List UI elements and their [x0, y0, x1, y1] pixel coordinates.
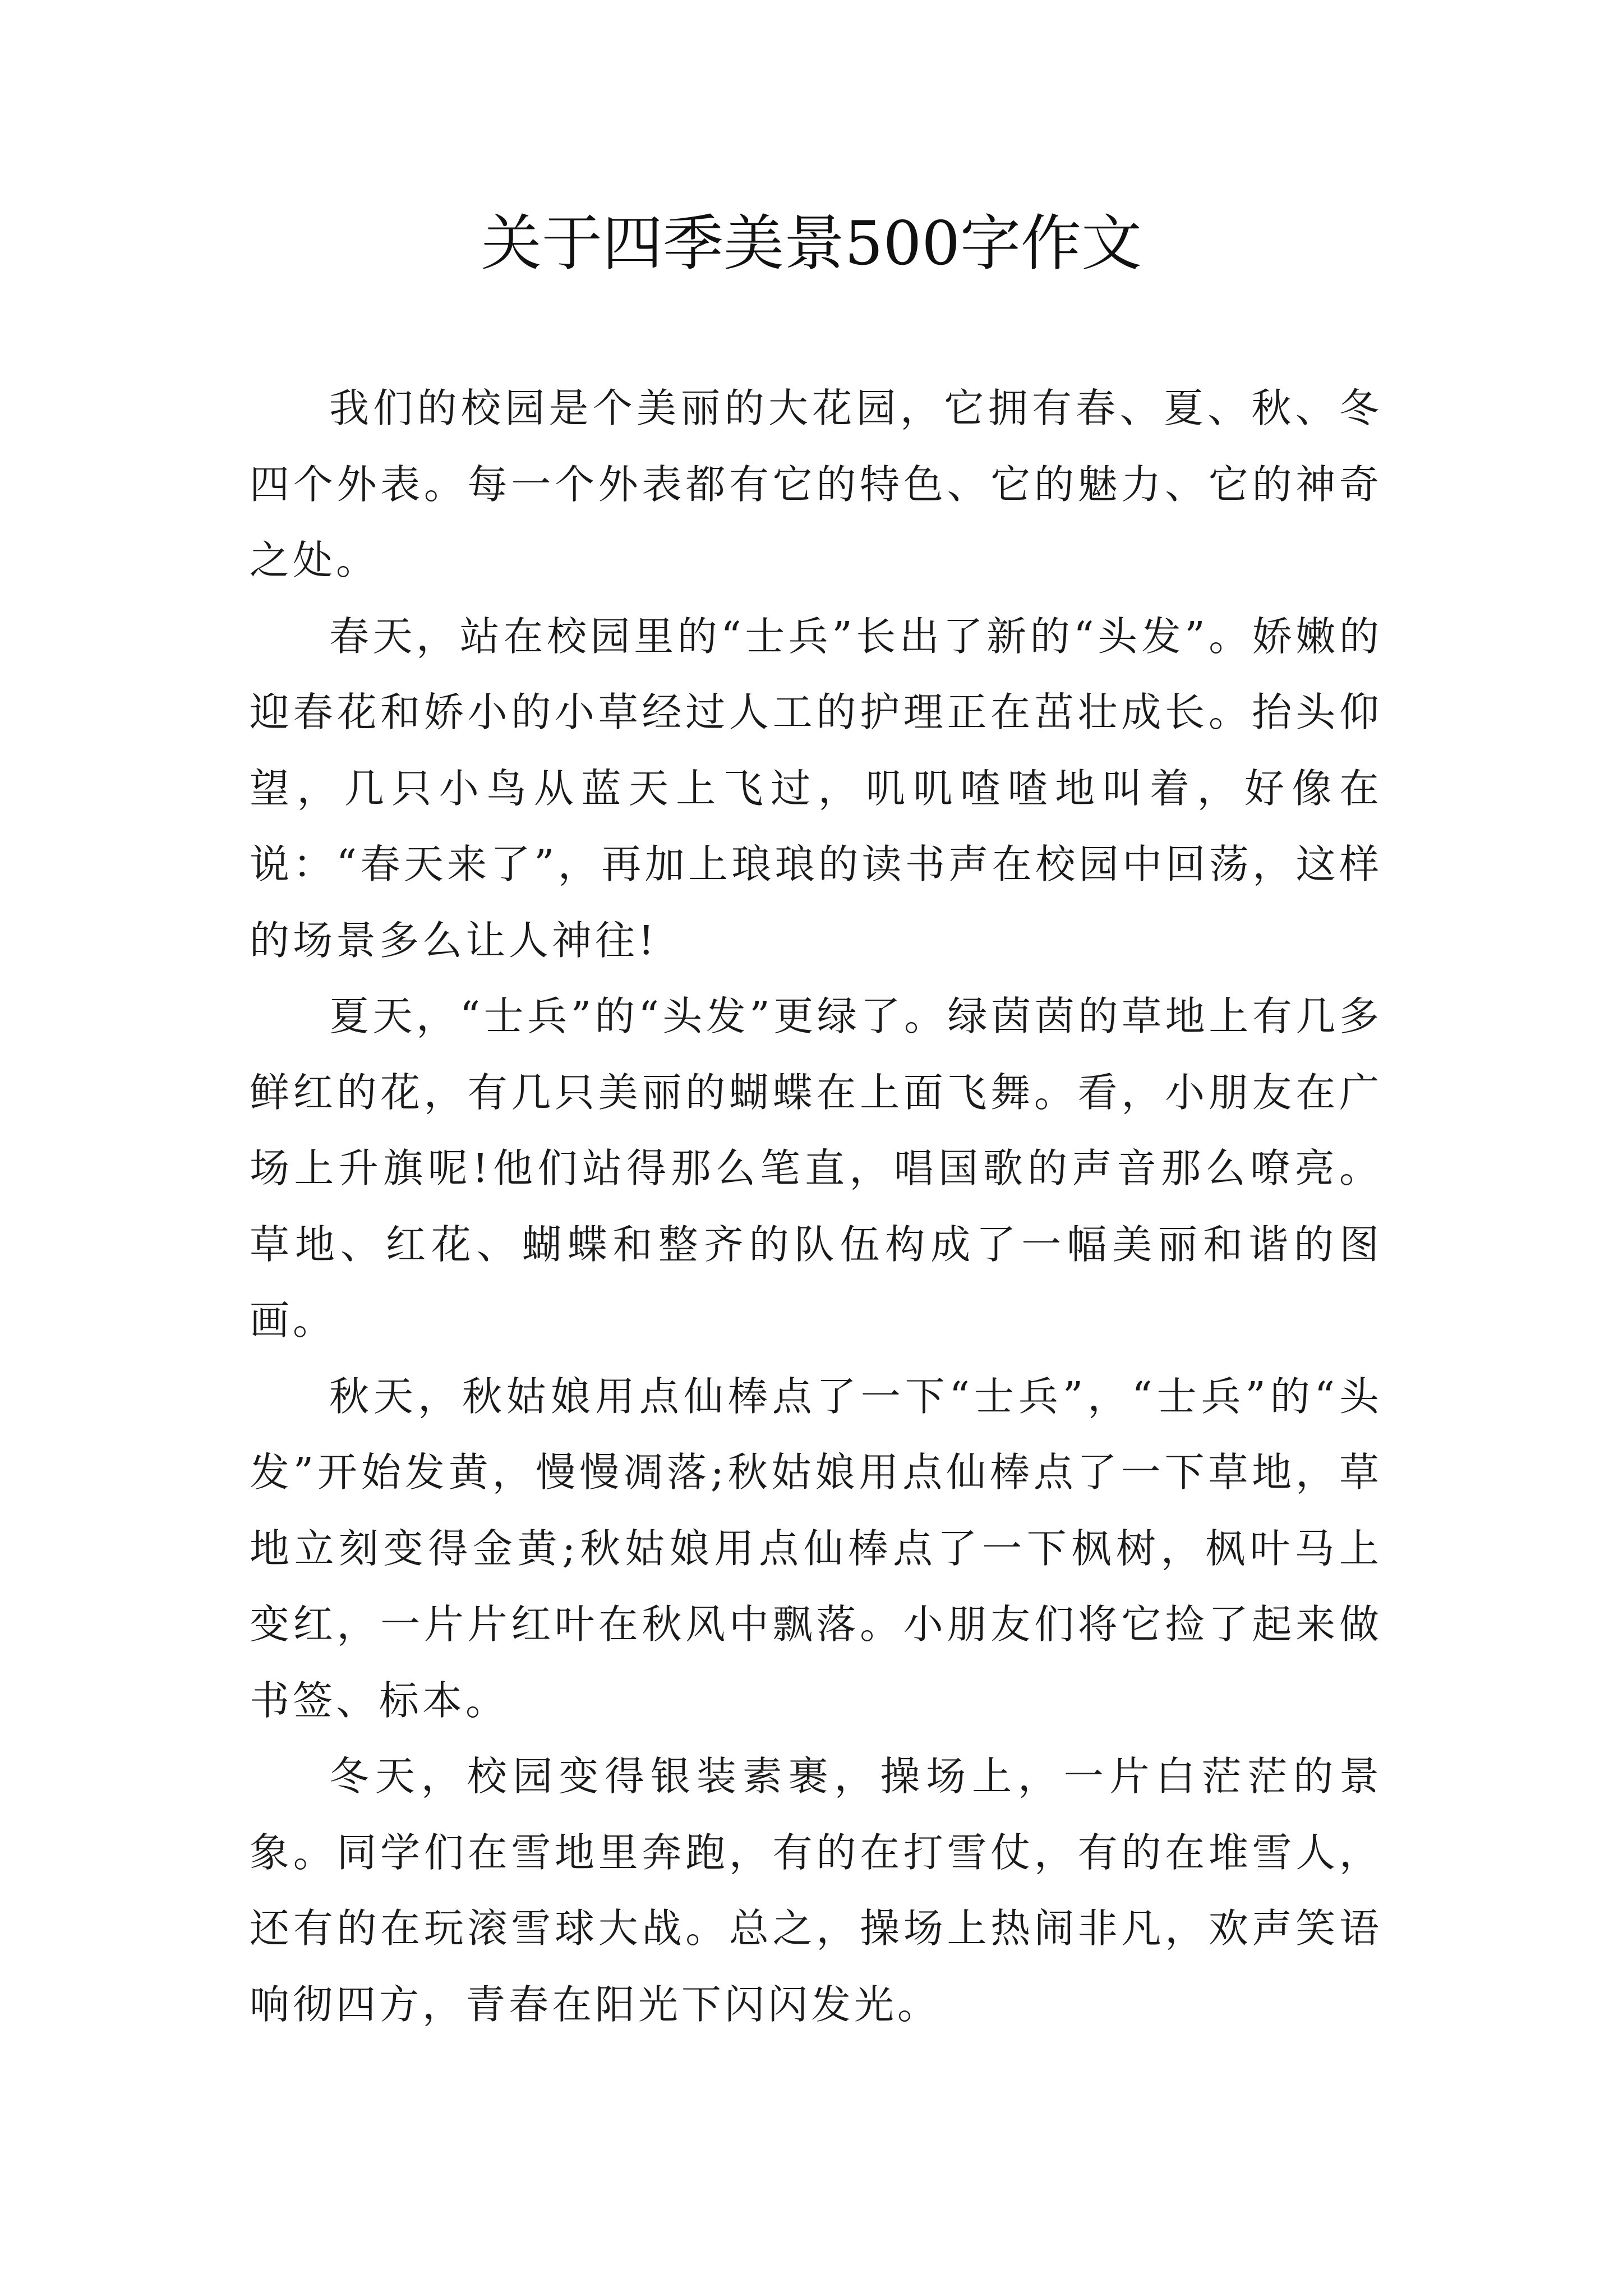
document-title: 关于四季美景500字作文 — [481, 209, 1142, 279]
paragraph-summer: 夏天，“士兵”的“头发”更绿了。绿茵茵的草地上有几多鲜红的花，有几只美丽的蝴蝶在上面飞舞。看，小朋友在广场上升旗呢!他们站得那么笔直，唱国歌的声音那么嘹亮。草地、红花、蝴蝶和整齐的队伍构成了一幅美丽和谐的图画。 — [250, 993, 1382, 1343]
paragraph-autumn: 秋天，秋姑娘用点仙棒点了一下“士兵”，“士兵”的“头发”开始发黄，慢慢凋落;秋姑娘用点仙棒点了一下草地，草地立刻变得金黄;秋姑娘用点仙棒点了一下枫树，枫叶马上变红，一片片红叶在秋风中飘落。小朋友们将它捡了起来做书签、标本。 — [250, 1373, 1382, 1724]
document-body — [250, 370, 1382, 2042]
paragraph-intro: 我们的校园是个美丽的大花园，它拥有春、夏、秋、冬四个外表。每一个外表都有它的特色、它的魅力、它的神奇之处。 — [250, 385, 1382, 583]
paragraph-winter: 冬天，校园变得银装素裹，操场上，一片白茫茫的景象。同学们在雪地里奔跑，有的在打雪仗，有的在堆雪人，还有的在玩滚雪球大战。总之，操场上热闹非凡，欢声笑语响彻四方，青春在阳光下闪闪发光。 — [250, 1753, 1382, 2028]
paragraph-spring: 春天，站在校园里的“士兵”长出了新的“头发”。娇嫩的迎春花和娇小的小草经过人工的护理正在茁壮成长。抬头仰望，几只小鸟从蓝天上飞过，叽叽喳喳地叫着，好像在说：“春天来了”，再加上琅琅的读书声在校园中回荡，这样的场景多么让人神往! — [250, 613, 1382, 964]
